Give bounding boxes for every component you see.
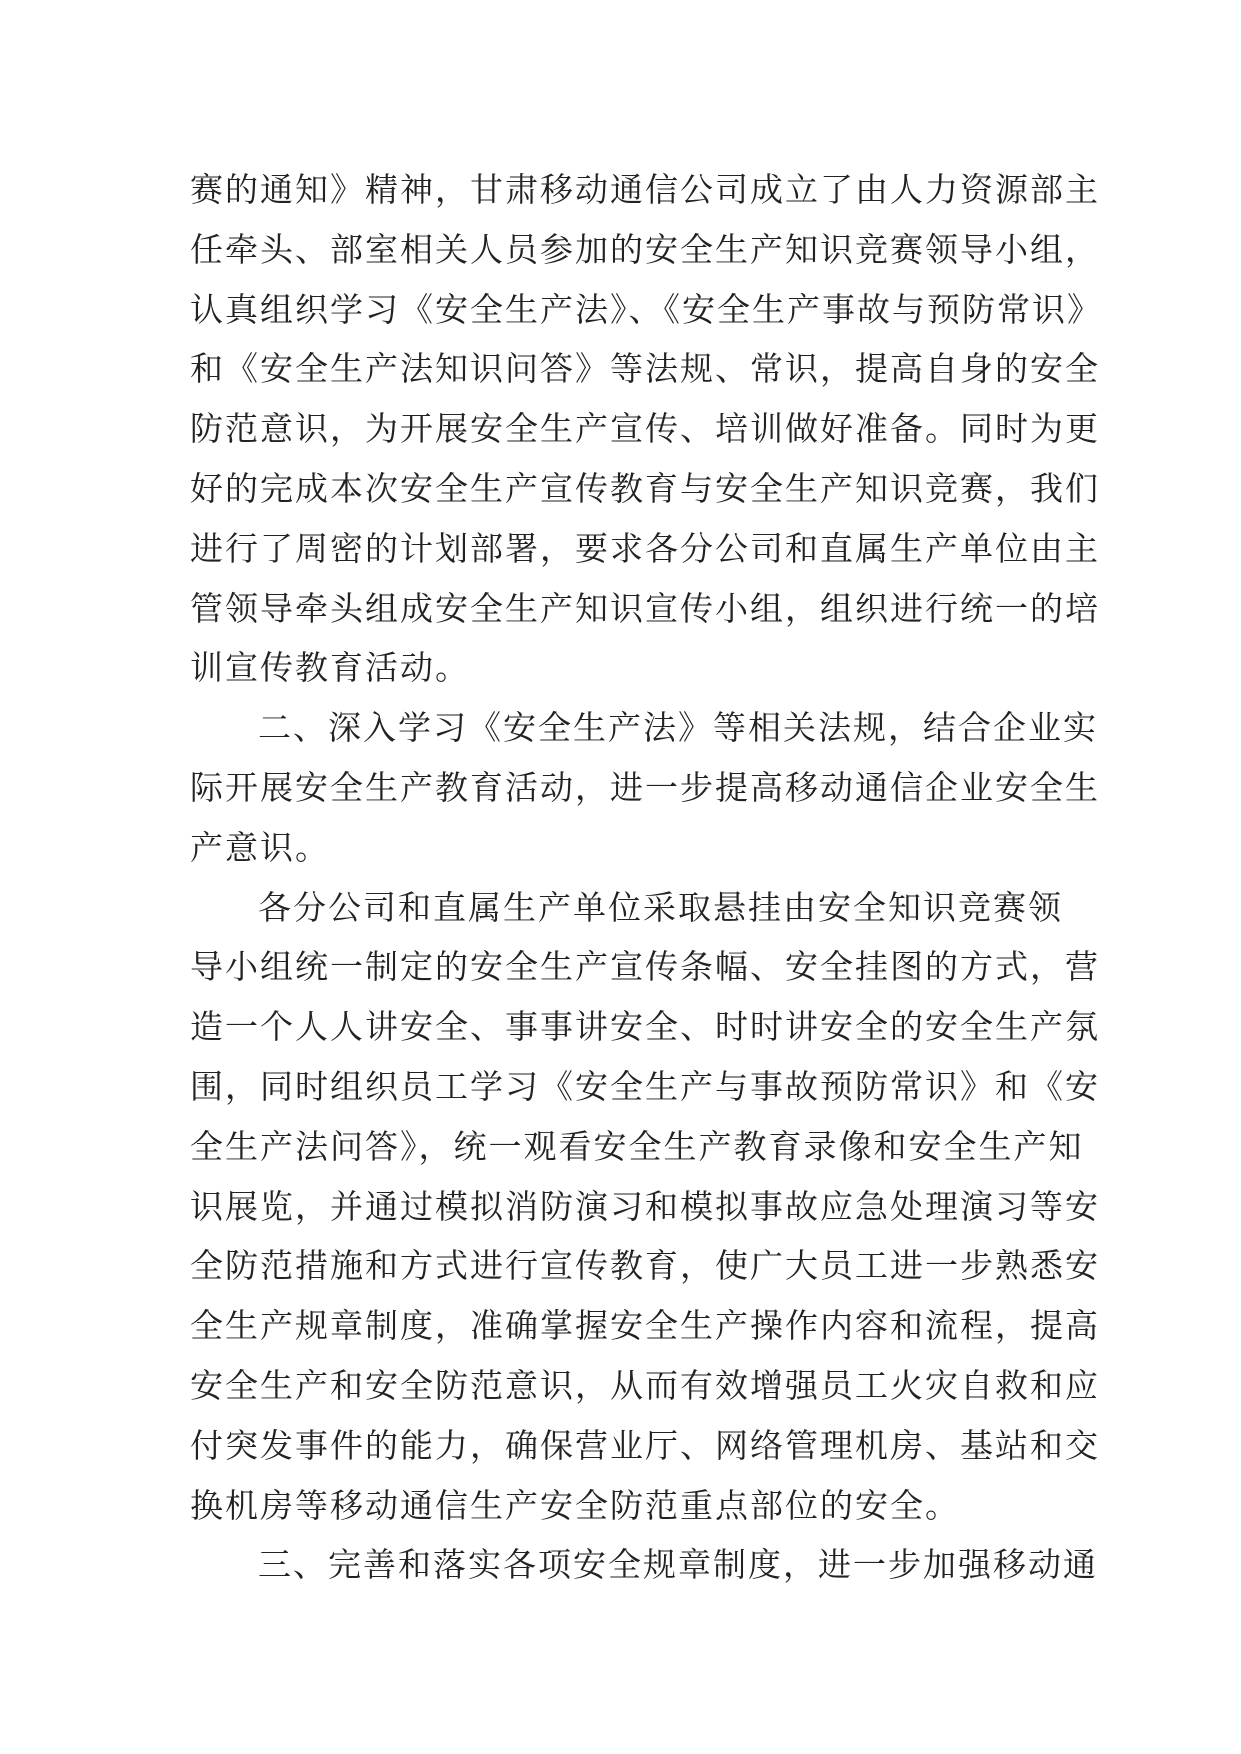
- text-line: 围，同时组织员工学习《安全生产与事故预防常识》和《安: [190, 1066, 1100, 1106]
- text-line: 赛的通知》精神，甘肃移动通信公司成立了由人力资源部主: [190, 170, 1100, 209]
- text-line: 全生产法问答》，统一观看安全生产教育录像和安全生产知: [190, 1126, 1084, 1166]
- text-line: 防范意识，为开展安全生产宣传、培训做好准备。同时为更: [190, 409, 1100, 449]
- text-line: 二、深入学习《安全生产法》等相关法规，结合企业实: [258, 708, 1098, 748]
- text-line: 际开展安全生产教育活动，进一步提高移动通信企业安全生: [190, 767, 1100, 807]
- text-line: 进行了周密的计划部署，要求各分公司和直属生产单位由主: [190, 528, 1100, 568]
- text-line: 三、完善和落实各项安全规章制度，进一步加强移动通: [258, 1545, 1098, 1585]
- document-body: [190, 160, 1102, 1595]
- paragraph-2: [190, 698, 1100, 877]
- paragraph-3: [190, 878, 1100, 1536]
- text-line: 造一个人人讲安全、事事讲安全、时时讲安全的安全生产氛: [190, 1007, 1100, 1047]
- paragraph-4: [190, 1535, 1098, 1595]
- text-line: 认真组织学习《安全生产法》、《安全生产事故与预防常识》: [190, 289, 1102, 329]
- text-line: 训宣传教育活动。: [190, 648, 470, 688]
- text-line: 好的完成本次安全生产宣传教育与安全生产知识竞赛，我们: [190, 468, 1100, 508]
- text-line: 安全生产和安全防范意识，从而有效增强员工火灾自救和应: [190, 1365, 1100, 1405]
- text-line: 导小组统一制定的安全生产宣传条幅、安全挂图的方式，营: [190, 947, 1100, 987]
- text-line: 和《安全生产法知识问答》等法规、常识，提高自身的安全: [190, 349, 1100, 389]
- text-line: 各分公司和直属生产单位采取悬挂由安全知识竞赛领: [258, 887, 1063, 927]
- text-line: 全生产规章制度，准确掌握安全生产操作内容和流程，提高: [190, 1306, 1100, 1346]
- text-line: 识展览，并通过模拟消防演习和模拟事故应急处理演习等安: [190, 1186, 1100, 1226]
- text-line: 付突发事件的能力，确保营业厅、网络管理机房、基站和交: [190, 1425, 1100, 1465]
- text-line: 任牵头、部室相关人员参加的安全生产知识竞赛领导小组，: [190, 229, 1100, 269]
- text-line: 管领导牵头组成安全生产知识宣传小组，组织进行统一的培: [190, 588, 1100, 628]
- paragraph-1: [190, 160, 1102, 698]
- text-line: 换机房等移动通信生产安全防范重点部位的安全。: [190, 1485, 960, 1525]
- text-line: 全防范措施和方式进行宣传教育，使广大员工进一步熟悉安: [190, 1246, 1100, 1286]
- text-line: 产意识。: [190, 827, 330, 867]
